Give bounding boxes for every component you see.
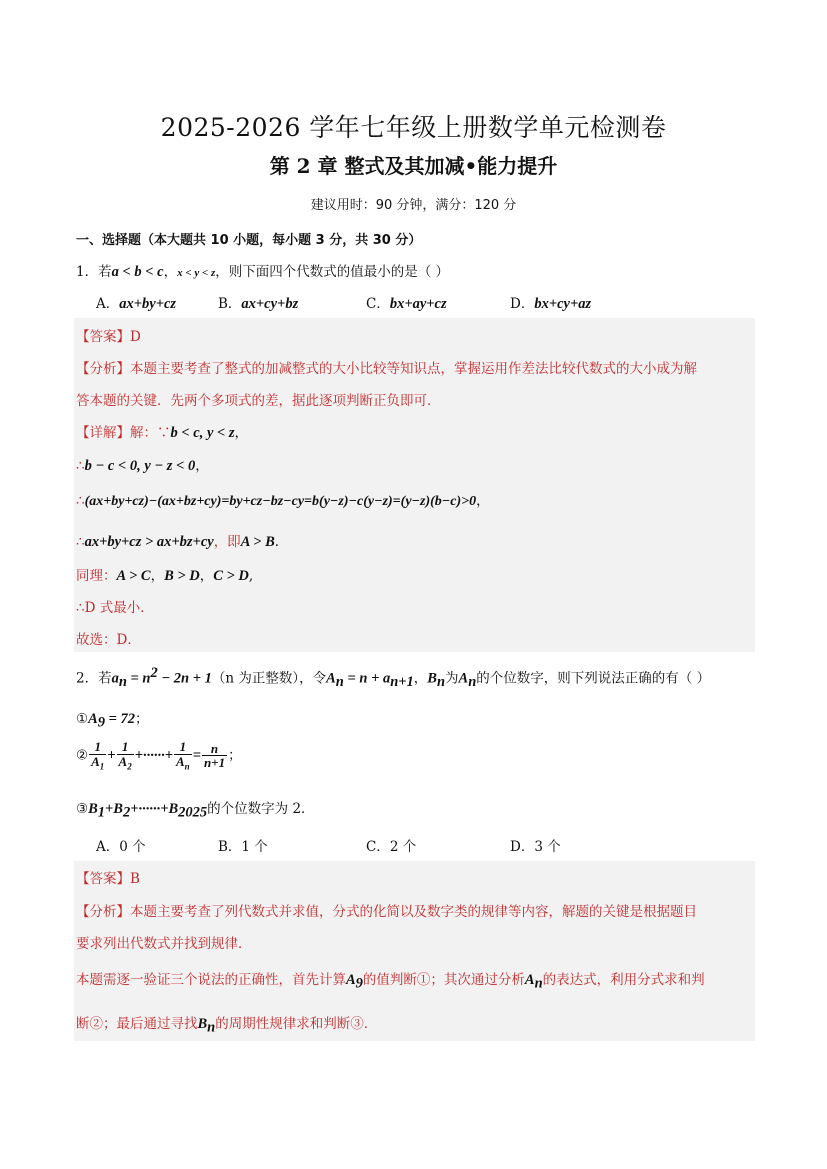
q1-similar-line: 同理：A > C，B > D，C > D,: [76, 568, 254, 584]
exam-info: 建议用时：90 分钟，满分：120 分: [310, 198, 517, 213]
section-heading: 一、选择题（本大题共 10 小题，每小题 3 分，共 30 分）: [76, 233, 422, 248]
q1-option-d: D．bx+cy+az: [510, 296, 592, 312]
q1-stem: [76, 260, 449, 281]
q2-analysis-line-4: 断②；最后通过寻找$B_n$的周期性规律求和判断③．: [76, 1016, 378, 1036]
q1-analysis-line-2: 答本题的关键．先两个多项式的差，据此逐项判断正负即可．: [76, 393, 441, 409]
exam-title: 2025-2026 学年七年级上册数学单元检测卷: [160, 113, 667, 142]
q2-option-b: B．1 个: [218, 839, 268, 855]
q1-answer: 【答案】D: [76, 329, 141, 345]
q2-statement-3: $③B_1+B_2+\cdot\cdot\cdot\cdot\cdot\cdot+B_{2025}$的个位数字为 2．: [76, 801, 315, 821]
q1-detail-line-4: ∴ax+by+cz > ax+bz+cy，即A > B．: [76, 534, 289, 550]
q1-detail-line-1: 【详解】解：∵b < c, y < z，: [76, 425, 249, 441]
q2-analysis-line-3: 本题需逐一验证三个说法的正确性，首先计算$A_9$的值判断①；其次通过分析$A_n$的表达式，利用分式求和判: [76, 972, 705, 992]
q2-option-c: C．2 个: [366, 839, 417, 855]
chapter-subtitle: 第 2 章 整式及其加减•能力提升: [269, 154, 558, 178]
q2-analysis-line-2: 要求列出代数式并找到规律．: [76, 936, 252, 952]
q2-statement-1: $①A_9 = 72$；: [76, 711, 149, 731]
q1-detail-line-3: ∴(ax+by+cz)−(ax+bz+cy)=by+cz−bz−cy=b(y−z)−c(y−z)=(y−z)(b−c)>0，: [76, 493, 490, 509]
q1-choice: 故选：D．: [76, 632, 141, 648]
q1-option-b: B．ax+cy+bz: [218, 296, 299, 312]
q1-condition-1: a < b < c: [111, 264, 164, 280]
q2-stem: 2．若$a_n = n^2 - 2n + 1(n$ 为正整数），令$A_n = n + a_{n+1}$，$B_n$为$A_n$的个位数字，则下列说法正确的有（ ）: [76, 665, 711, 691]
q2-option-a: A．0 个: [96, 839, 146, 855]
q1-detail-line-2: ∴b − c < 0, y − z < 0，: [76, 458, 209, 474]
q1-option-a: A．ax+by+cz: [96, 296, 177, 312]
q1-conclusion: ∴D 式最小．: [76, 600, 154, 616]
q1-question: ，则下面四个代数式的值最小的是（ ）: [215, 264, 450, 280]
q2-option-d: D．3 个: [510, 839, 561, 855]
q1-sep: ，: [163, 264, 178, 280]
q1-option-c: C．bx+ay+cz: [366, 296, 447, 312]
q2-statement-2: ② $\frac{1}{A_1}$ + $\frac{1}{A_2}$ +······+ $\frac{1}{A_n}$ = $\frac{n}{n+1}$ ；: [76, 739, 242, 772]
q1-condition-2: x < y < z: [177, 267, 216, 279]
q1-analysis-line-1: 【分析】本题主要考查了整式的加减整式的大小比较等知识点，掌握运用作差法比较代数式的大小成为解: [76, 361, 697, 377]
q1-prefix: 1．若: [76, 264, 112, 280]
q2-answer: 【答案】B: [76, 871, 140, 887]
q2-analysis-line-1: 【分析】本题主要考查了列代数式并求值，分式的化简以及数字类的规律等内容，解题的关键是根据题目: [76, 904, 697, 920]
